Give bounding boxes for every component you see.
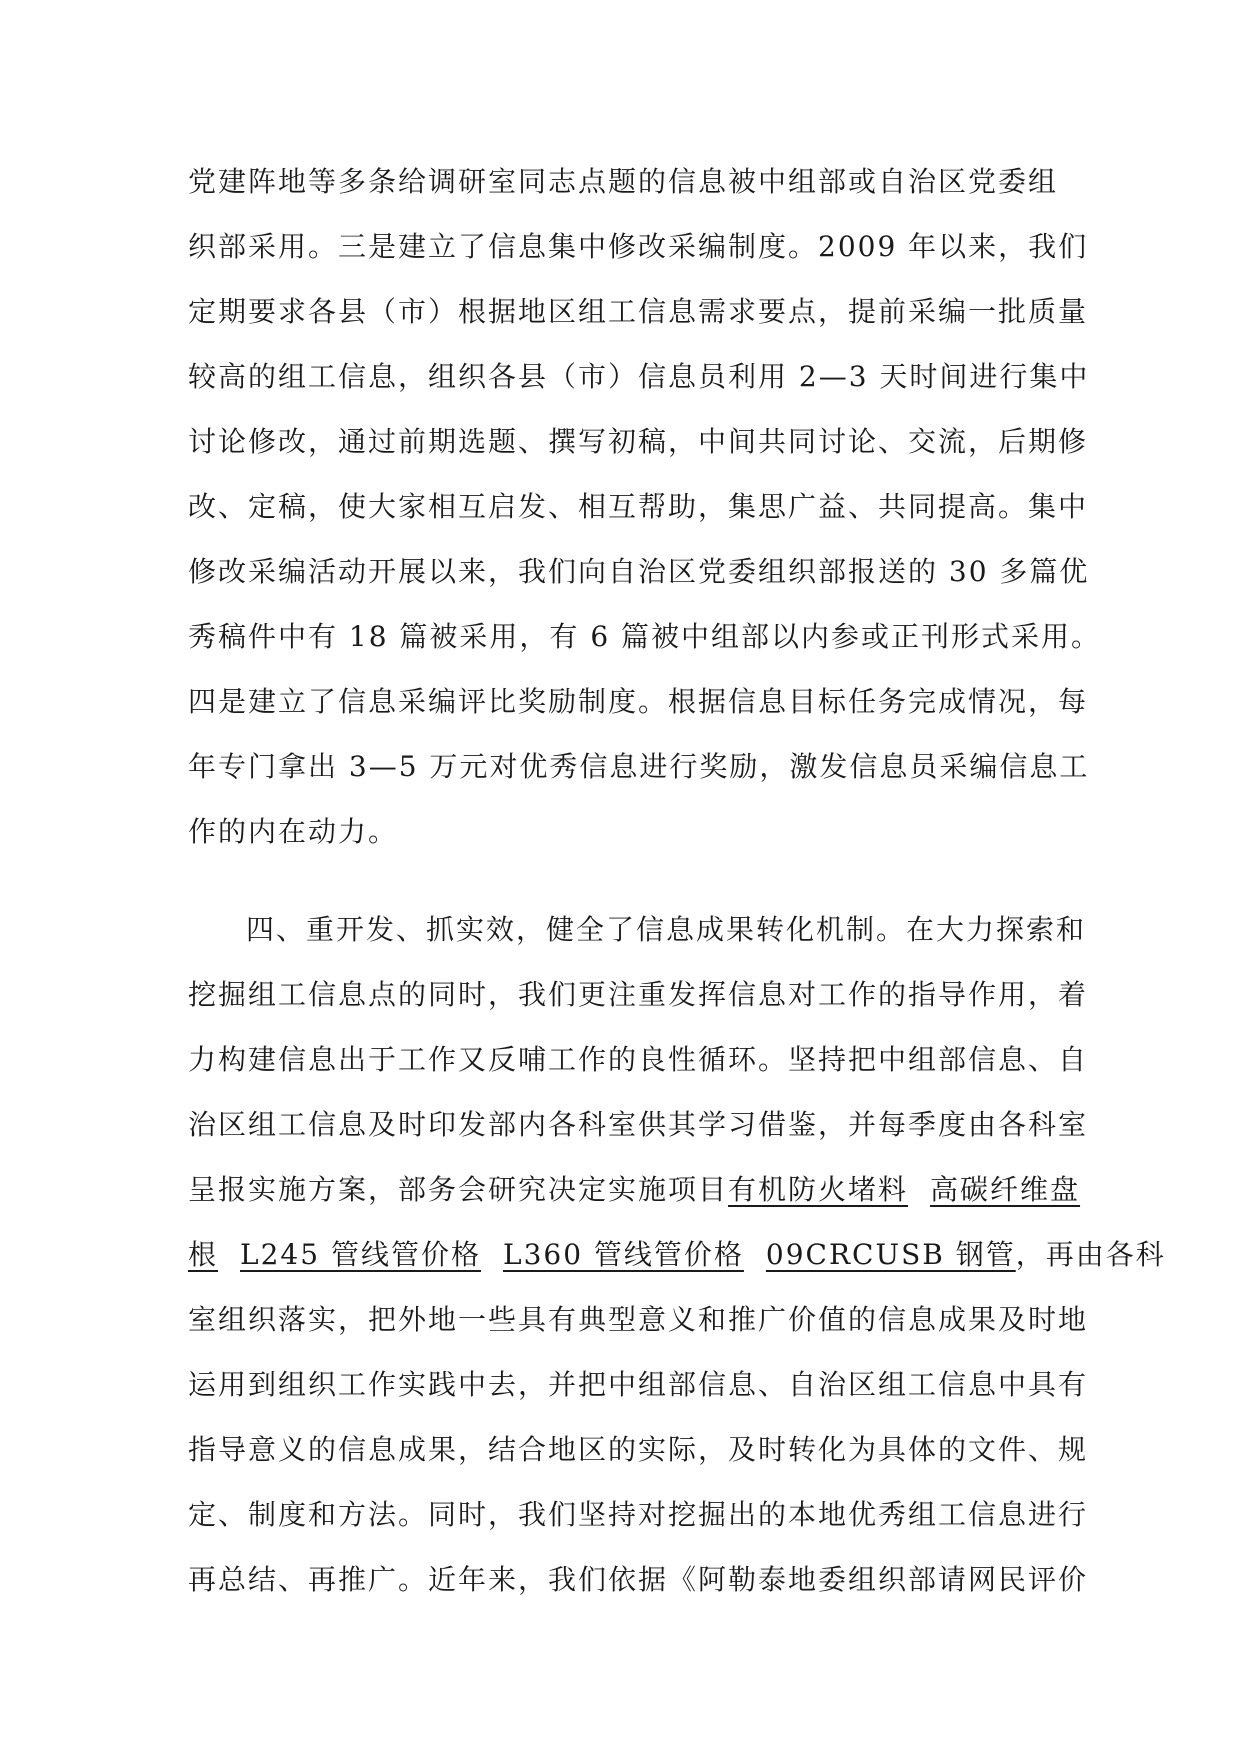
text-line: 室组织落实，把外地一些具有典型意义和推广价值的信息成果及时地 bbox=[188, 1303, 1089, 1336]
text-segment: 呈报实施方案，部务会研究决定实施项目 bbox=[188, 1173, 729, 1206]
text-line: 年专门拿出 3—5 万元对优秀信息进行奖励，激发信息员采编信息工 bbox=[188, 750, 1090, 783]
text-line: 指导意义的信息成果，结合地区的实际，及时转化为具体的文件、规 bbox=[188, 1433, 1089, 1466]
text-line: 治区组工信息及时印发部内各科室供其学习借鉴，并每季度由各科室 bbox=[188, 1108, 1089, 1141]
link-l360-pipe-price[interactable]: L360 管线管价格 bbox=[502, 1238, 744, 1271]
text-line: 再总结、再推广。近年来，我们依据《阿勒泰地委组织部请网民评价 bbox=[188, 1563, 1089, 1596]
link-l245-pipe-price[interactable]: L245 管线管价格 bbox=[240, 1238, 481, 1271]
text-line: 运用到组织工作实践中去，并把中组部信息、自治区组工信息中具有 bbox=[188, 1368, 1089, 1401]
link-09crcusb-steel-pipe[interactable]: 09CRCUSB 钢管 bbox=[765, 1238, 1016, 1271]
text-line: 力构建信息出于工作又反哺工作的良性循环。坚持把中组部信息、自 bbox=[188, 1043, 1089, 1076]
paragraph-heading-line: 四、重开发、抓实效，健全了信息成果转化机制。在大力探索和 bbox=[246, 913, 1087, 946]
text-line: 党建阵地等多条给调研室同志点题的信息被中组部或自治区党委组 bbox=[188, 165, 1059, 198]
text-line: 定、制度和方法。同时，我们坚持对挖掘出的本地优秀组工信息进行 bbox=[188, 1498, 1089, 1531]
text-line-with-links bbox=[188, 1170, 1081, 1210]
text-line: 定期要求各县（市）根据地区组工信息需求要点，提前采编一批质量 bbox=[188, 295, 1089, 328]
text-line: 秀稿件中有 18 篇被采用，有 6 篇被中组部以内参或正刊形式采用。 bbox=[188, 620, 1102, 653]
link-carbon-fiber-packing-part2[interactable]: 根 bbox=[188, 1238, 219, 1271]
text-line: 改、定稿，使大家相互启发、相互帮助，集思广益、共同提高。集中 bbox=[188, 490, 1089, 523]
text-segment: ，再由各科 bbox=[1015, 1238, 1166, 1271]
link-fireproof-putty[interactable]: 有机防火堵料 bbox=[728, 1173, 909, 1206]
link-carbon-fiber-packing-part1[interactable]: 高碳纤维盘 bbox=[930, 1173, 1081, 1206]
text-line: 四是建立了信息采编评比奖励制度。根据信息目标任务完成情况，每 bbox=[188, 685, 1089, 718]
text-line: 修改采编活动开展以来，我们向自治区党委组织部报送的 30 多篇优 bbox=[188, 555, 1090, 588]
text-line: 较高的组工信息，组织各县（市）信息员利用 2—3 天时间进行集中 bbox=[188, 360, 1090, 393]
text-line: 织部采用。三是建立了信息集中修改采编制度。2009 年以来，我们 bbox=[188, 230, 1089, 263]
text-line: 作的内在动力。 bbox=[188, 815, 399, 848]
text-line: 挖掘组工信息点的同时，我们更注重发挥信息对工作的指导作用，着 bbox=[188, 978, 1089, 1011]
text-line: 讨论修改，通过前期选题、撰写初稿，中间共同讨论、交流，后期修 bbox=[188, 425, 1089, 458]
text-line-with-links bbox=[188, 1235, 1166, 1275]
